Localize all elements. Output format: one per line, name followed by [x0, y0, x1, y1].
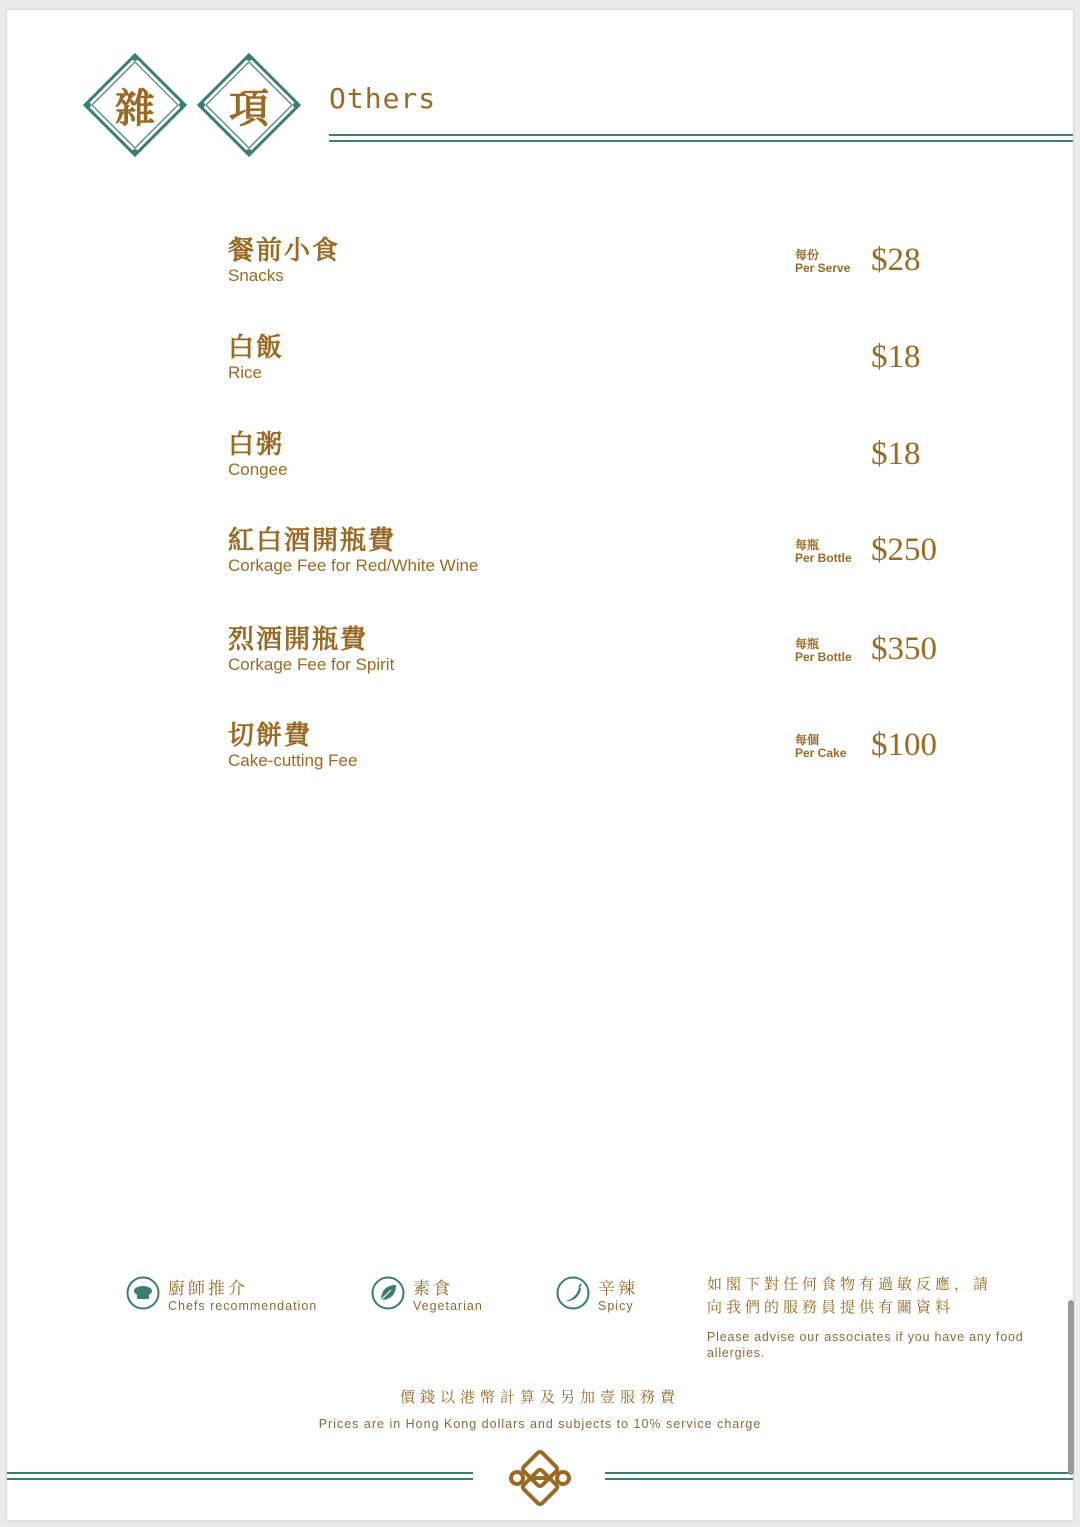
header-char-1: 雜: [115, 84, 155, 132]
item-unit: [795, 539, 852, 564]
item-unit-en: Per Serve: [795, 260, 851, 275]
item-name-en: Snacks: [228, 266, 284, 285]
item-name-zh: 白飯: [228, 333, 285, 363]
header-diamond-2: [197, 53, 301, 157]
menu-item: [228, 715, 988, 785]
price-note-en: Prices are in Hong Kong dollars and subjects to 10% service charge: [318, 1417, 762, 1431]
section-title: Others: [329, 82, 437, 115]
legend-vegetarian-en: Vegetarian: [413, 1299, 483, 1313]
legend-spicy-en: Spicy: [598, 1299, 634, 1313]
item-price: $18: [871, 436, 921, 472]
chef-hat-icon: [126, 1276, 160, 1310]
menu-item: [228, 424, 988, 494]
item-name-zh: 烈酒開瓶費: [228, 625, 369, 655]
header-divider: [329, 134, 1073, 144]
item-price: $18: [871, 339, 921, 375]
legend-chef-en: Chefs recommendation: [168, 1299, 318, 1313]
menu-page: [7, 10, 1073, 1520]
item-name-en: Congee: [228, 460, 288, 479]
item-name-zh: 餐前小食: [228, 236, 341, 266]
allergy-notice-zh-2: 向我們的服務員提供有關資料: [707, 1298, 955, 1316]
menu-item: [228, 520, 988, 590]
chili-icon: [556, 1276, 590, 1310]
menu-item: [228, 327, 988, 397]
chinese-knot-icon: [507, 1448, 573, 1508]
item-name-en: Corkage Fee for Spirit: [228, 655, 395, 674]
item-unit-en: Per Bottle: [795, 550, 852, 565]
legend-spicy: [556, 1268, 686, 1318]
allergy-notice: [707, 1273, 1027, 1361]
item-unit-en: Per Cake: [795, 745, 847, 760]
item-unit-zh: 每份: [795, 248, 820, 262]
item-name-zh: 白粥: [228, 430, 285, 460]
item-unit-en: Per Bottle: [795, 649, 852, 664]
header-diamond-1: [83, 53, 187, 157]
item-price: $350: [871, 631, 937, 667]
footer-divider-left: [7, 1472, 473, 1482]
item-name-zh: 切餅費: [228, 721, 313, 751]
legend-chef-zh: 廚師推介: [168, 1279, 248, 1299]
item-unit-zh: 每瓶: [795, 538, 820, 552]
legend-spicy-zh: 辛辣: [598, 1279, 638, 1299]
item-unit: [795, 249, 850, 274]
item-unit-zh: 每個: [795, 733, 820, 747]
leaf-icon: [371, 1276, 405, 1310]
item-unit-zh: 每瓶: [795, 637, 820, 651]
footer-divider-right: [605, 1472, 1073, 1482]
legend-vegetarian-zh: 素食: [413, 1279, 453, 1299]
allergy-notice-zh-1: 如閣下對任何食物有過敏反應，請: [707, 1275, 993, 1293]
menu-item: [228, 230, 988, 300]
item-price: $28: [871, 242, 921, 278]
item-name-en: Corkage Fee for Red/White Wine: [228, 556, 479, 575]
legend-chef: [126, 1268, 346, 1318]
price-note-zh: 價錢以港幣計算及另加壹服務費: [399, 1388, 680, 1406]
item-price: $100: [871, 727, 937, 763]
item-name-en: Cake-cutting Fee: [228, 751, 358, 770]
item-price: $250: [871, 532, 937, 568]
allergy-notice-en: Please advise our associates if you have any food allergies.: [707, 1330, 1024, 1360]
item-name-zh: 紅白酒開瓶費: [228, 526, 397, 556]
legend-vegetarian: [371, 1268, 531, 1318]
item-unit: [795, 638, 852, 663]
item-unit: [795, 734, 846, 759]
scrollbar[interactable]: [1068, 1300, 1074, 1475]
header-char-2: 項: [229, 84, 269, 132]
item-name-en: Rice: [228, 363, 263, 382]
menu-item: [228, 619, 988, 689]
